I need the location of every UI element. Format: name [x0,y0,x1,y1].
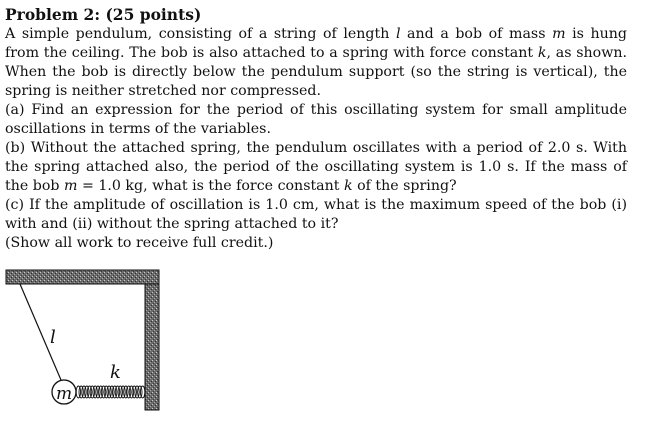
string-label: l [50,327,56,348]
wall [145,284,159,410]
spring-coil [76,386,145,398]
ceiling [6,270,159,284]
part-a: (a) Find an expression for the period of this oscillating system for small amplitude oscillations in terms of the variables. [5,102,627,137]
note: (Show all work to receive full credit.) [5,235,274,251]
part-c: (c) If the amplitude of oscillation is 1.0 cm, what is the maximum speed of the bob (i) with and (ii) without the spring attached to it? [5,197,627,232]
part-b: (b) Without the attached spring, the pendulum oscillates with a period of 2.0 s. With the spring attached also, the period of the oscillating system is 1.0 s. If the mass of the bob m = 1.0 kg, what is the force constant k of the spring? [5,140,627,194]
spring-label: k [110,362,121,383]
var-k: k [537,45,547,61]
bob-label: m [55,384,73,404]
var-l: l [395,26,401,42]
problem-intro: A simple pendulum, consisting of a string of length l and a bob of mass m is hung from the ceiling. The bob is also attached to a spring with force constant k, as shown. When the bob is directly below the pendulum support (so the string is vertical), the spring is neither stretched nor compressed. [5,26,627,99]
problem-title: Problem 2: (25 points) [5,5,202,24]
var-m: m [552,26,566,42]
